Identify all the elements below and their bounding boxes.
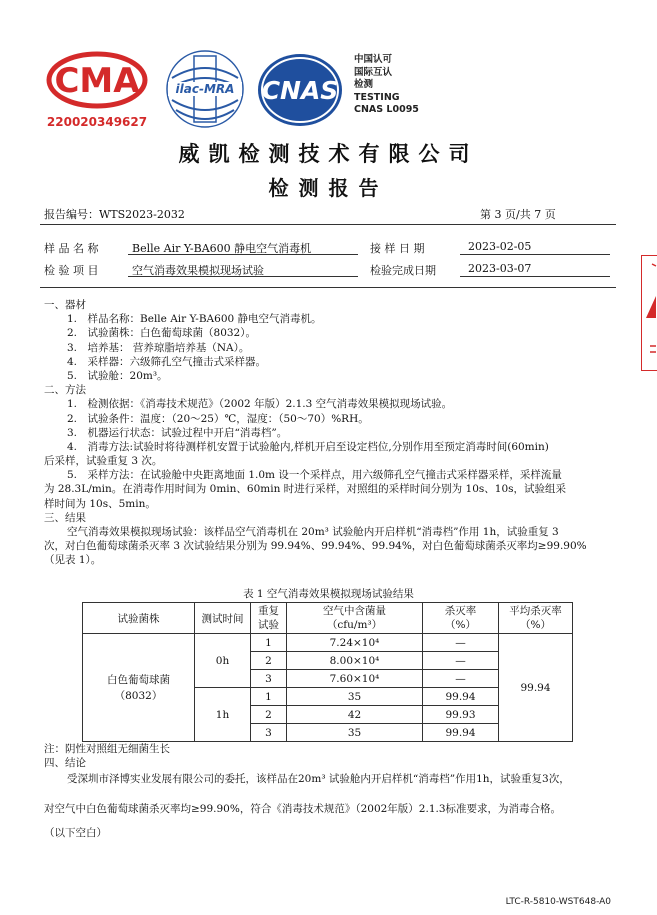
repeat-cell: 3 — [251, 670, 287, 688]
list-item: 4. 消毒方法:试验时将待测样机安置于试验舱内,样机开启至设定档位,分别作用至预定消毒时间(60min) — [67, 440, 549, 453]
paragraph-line: 受深圳市泽博实业发展有限公司的委托，该样品在20m³ 试验舱内开启样机“消毒档”作用1h，试验重复3次， — [67, 773, 570, 786]
repeat-cell: 2 — [251, 706, 287, 724]
header-time: 测试时间 — [195, 603, 251, 634]
kill-cell: 99.93 — [423, 706, 499, 724]
receive-date-label: 接 样 日 期 — [370, 242, 425, 255]
paragraph-line: 空气消毒效果模拟现场试验：该样品空气消毒机在 20m³ 试验舱内开启样机“消毒档”作用 1h，试验重复 3 — [67, 526, 559, 538]
list-item: 3. 培养基： 营养琼脂培养基（NA）。 — [67, 341, 250, 354]
kill-cell: 99.94 — [423, 724, 499, 742]
repeat-cell: 1 — [251, 634, 287, 652]
table-caption: 表 1 空气消毒效果模拟现场试验结果 — [243, 588, 414, 600]
table-row — [83, 634, 573, 652]
paragraph-line: 次，对白色葡萄球菌杀灭率 3 次试验结果分别为 99.94%、99.94%、99.94%，对白色葡萄球菌杀灭率均≥99.90% — [44, 540, 587, 553]
list-item: 5. 采样方法：在试验舱中央距离地面 1.0m 设一个采样点，用六级筛孔空气撞击式采样器采样，采样流量 — [67, 469, 562, 482]
cma-logo — [44, 50, 150, 132]
list-item-cont: 为 28.3L/min。在消毒作用时间为 0min、60min 时进行采样，对照组的采样时间分别为 10s、10s，试验组采 — [44, 483, 567, 496]
section-title: 三、结果 — [44, 511, 86, 524]
company-name: 威凯检测技术有限公司 — [178, 141, 479, 166]
table-note: 注：阴性对照组无细菌生长 — [44, 743, 170, 755]
kill-cell: — — [423, 634, 499, 652]
report-number — [44, 206, 185, 222]
content-cell: 8.00×10⁴ — [287, 652, 423, 670]
cnas-line: 国际互认 — [354, 66, 393, 78]
avg-cell: 99.94 — [499, 634, 573, 742]
section-title: 二、方法 — [44, 384, 86, 397]
kill-cell: — — [423, 670, 499, 688]
report-body-continued — [44, 742, 616, 840]
receive-date-value: 2023-02-05 — [460, 240, 610, 255]
blank-note: （以下空白） — [44, 826, 107, 839]
list-item: 2. 试验菌株：白色葡萄球菌（8032）。 — [67, 327, 256, 340]
time-cell: 1h — [195, 688, 251, 742]
document-code: LTC-R-5810-WST648-A0 — [505, 897, 611, 907]
report-body — [44, 298, 616, 568]
time-cell: 0h — [195, 634, 251, 688]
repeat-cell: 2 — [251, 652, 287, 670]
content-cell: 42 — [287, 706, 423, 724]
report-number-value: WTS2023-2032 — [99, 208, 185, 221]
results-table — [82, 602, 573, 742]
seal-stamp-fragment — [641, 255, 657, 371]
list-item: 2. 试验条件：温度：（20～25）℃，湿度：（50～70）%RH。 — [67, 412, 369, 425]
repeat-cell: 1 — [251, 688, 287, 706]
strain-cell: 白色葡萄球菌 （8032） — [83, 634, 195, 742]
ilac-mra-logo — [164, 48, 246, 130]
list-item: 5. 试验舱：20m³。 — [67, 369, 168, 382]
header-avg: 平均杀灭率 （%） — [499, 603, 573, 634]
test-item-value: 空气消毒效果模拟现场试验 — [128, 262, 358, 277]
ilac-text: ilac-MRA — [175, 82, 235, 96]
cma-number: 220020349627 — [46, 115, 148, 129]
cnas-caption — [354, 54, 419, 117]
content-cell: 35 — [287, 724, 423, 742]
test-item-label: 检 验 项 目 — [44, 264, 99, 277]
paragraph-line: （见表 1）。 — [44, 554, 102, 567]
header-repeat: 重复试验 — [251, 603, 287, 634]
header-strain: 试验菌株 — [83, 603, 195, 634]
report-number-label: 报告编号： — [44, 208, 99, 221]
cnas-line: CNAS L0095 — [354, 104, 419, 115]
page-number: 第 3 页/共 7 页 — [480, 208, 556, 221]
repeat-cell: 3 — [251, 724, 287, 742]
complete-date-label: 检验完成日期 — [370, 264, 436, 277]
report-title: 检测报告 — [268, 176, 389, 200]
sample-name-value: Belle Air Y-BA600 静电空气消毒机 — [128, 240, 358, 255]
section-title: 一、器材 — [44, 299, 86, 311]
header-content: 空气中含菌量 （cfu/m³） — [287, 603, 423, 634]
paragraph-line: 对空气中白色葡萄球菌杀灭率均≥99.90%，符合《消毒技术规范》（2002年版）2.1.3标准要求，为消毒合格。 — [44, 802, 562, 815]
cnas-line: 中国认可 — [354, 54, 393, 65]
list-item: 1. 样品名称：Belle Air Y-BA600 静电空气消毒机。 — [67, 313, 322, 326]
cnas-line: 检测 — [354, 79, 374, 90]
cnas-line: TESTING — [354, 91, 400, 103]
list-item: 1. 检测依据：《消毒技术规范》（2002 年版）2.1.3 空气消毒效果模拟现场试验。 — [67, 398, 453, 411]
list-item-cont: 样时间为 10s、5min。 — [44, 497, 156, 510]
section-title: 四、结论 — [44, 757, 86, 770]
kill-cell: — — [423, 652, 499, 670]
divider — [40, 224, 616, 225]
divider — [40, 287, 616, 288]
sample-name-label: 样 品 名 称 — [44, 242, 99, 255]
list-item-cont: 后采样，试验重复 3 次。 — [44, 455, 163, 468]
list-item: 3. 机器运行状态：试验过程中开启“消毒档”。 — [67, 426, 288, 439]
kill-cell: 99.94 — [423, 688, 499, 706]
cnas-logo — [256, 52, 344, 128]
content-cell: 35 — [287, 688, 423, 706]
svg-text:CMA: CMA — [54, 61, 140, 101]
results-table-wrap — [82, 602, 573, 742]
content-cell: 7.60×10⁴ — [287, 670, 423, 688]
content-cell: 7.24×10⁴ — [287, 634, 423, 652]
cnas-text: CNAS — [261, 76, 339, 105]
complete-date-value: 2023-03-07 — [460, 262, 610, 277]
header-kill: 杀灭率 （%） — [423, 603, 499, 634]
list-item: 4. 采样器：六级筛孔空气撞击式采样器。 — [67, 355, 267, 368]
